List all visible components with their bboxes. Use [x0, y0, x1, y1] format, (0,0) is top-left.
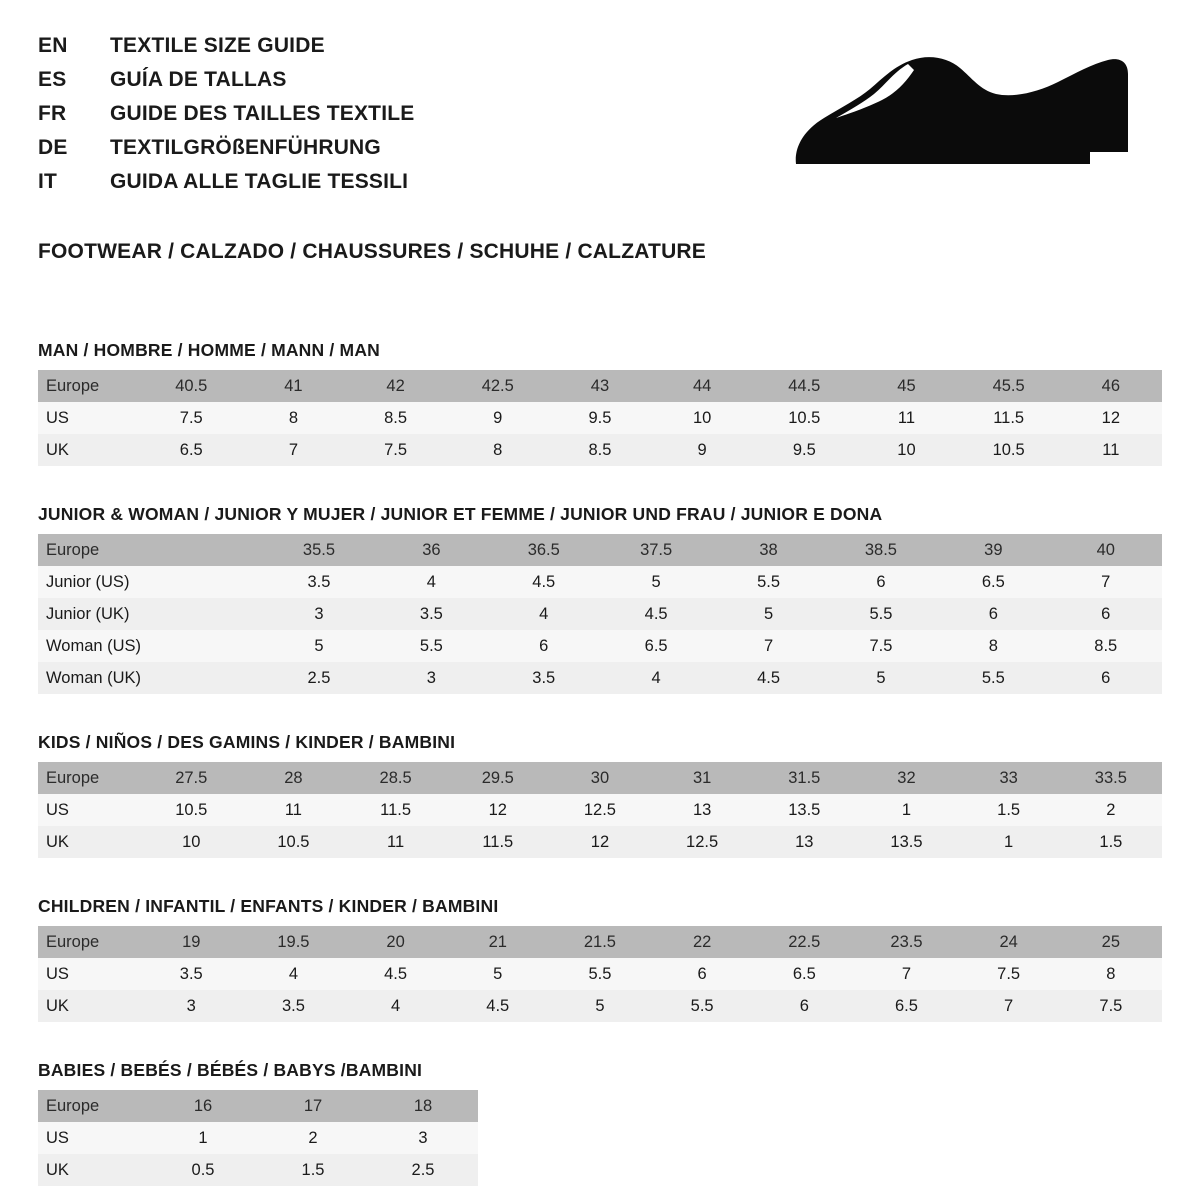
cell: 4 — [375, 566, 487, 598]
language-row — [38, 68, 414, 102]
cell: 35.5 — [263, 534, 375, 566]
cell: 4.5 — [600, 598, 712, 630]
cell: 27.5 — [140, 762, 242, 794]
row-label: UK — [38, 990, 140, 1022]
table-row — [38, 662, 1162, 694]
cell: 3.5 — [375, 598, 487, 630]
cell: 17 — [258, 1090, 368, 1122]
table-row — [38, 762, 1162, 794]
cell: 20 — [345, 926, 447, 958]
cell: 45.5 — [958, 370, 1060, 402]
row-label: Europe — [38, 926, 140, 958]
cell: 6 — [651, 958, 753, 990]
cell: 30 — [549, 762, 651, 794]
cell: 7 — [242, 434, 344, 466]
cell: 5.5 — [549, 958, 651, 990]
cell: 1 — [958, 826, 1060, 858]
cell: 45 — [855, 370, 957, 402]
cell: 7 — [855, 958, 957, 990]
row-label: UK — [38, 826, 140, 858]
row-label: Europe — [38, 534, 150, 566]
row-label: US — [38, 958, 140, 990]
cell — [150, 534, 262, 566]
section-title: BABIES / BEBÉS / BÉBÉS / BABYS /BAMBINI — [38, 1060, 423, 1080]
language-title: GUIDA ALLE TAGLIE TESSILI — [110, 170, 409, 193]
cell: 6.5 — [140, 434, 242, 466]
cell: 11.5 — [958, 402, 1060, 434]
table-row — [38, 926, 1162, 958]
table-row — [38, 1122, 478, 1154]
row-label: US — [38, 794, 140, 826]
cell: 12 — [447, 794, 549, 826]
cell: 28.5 — [345, 762, 447, 794]
cell: 44.5 — [753, 370, 855, 402]
cell: 8 — [447, 434, 549, 466]
cell — [150, 662, 262, 694]
cell: 6.5 — [753, 958, 855, 990]
section-kids — [38, 732, 1162, 858]
cell: 19 — [140, 926, 242, 958]
section-junior-woman — [38, 504, 1162, 694]
cell: 4.5 — [447, 990, 549, 1022]
cell: 41 — [242, 370, 344, 402]
size-table-man — [38, 370, 1162, 466]
cell: 31 — [651, 762, 753, 794]
cell: 7.5 — [140, 402, 242, 434]
cell: 9.5 — [753, 434, 855, 466]
size-table-kids — [38, 762, 1162, 858]
illustration-container — [780, 34, 1162, 182]
cell: 7 — [712, 630, 824, 662]
cell: 9 — [447, 402, 549, 434]
cell: 10 — [140, 826, 242, 858]
cell: 10.5 — [242, 826, 344, 858]
table-row — [38, 434, 1162, 466]
cell: 9.5 — [549, 402, 651, 434]
cell: 1.5 — [258, 1154, 368, 1186]
section-man — [38, 340, 1162, 466]
cell: 13.5 — [855, 826, 957, 858]
cell: 40 — [1050, 534, 1162, 566]
row-label: Woman (US) — [38, 630, 150, 662]
cell: 12.5 — [549, 794, 651, 826]
size-table-junior-woman — [38, 534, 1162, 694]
cell: 4 — [600, 662, 712, 694]
cell: 42 — [345, 370, 447, 402]
row-label: Woman (UK) — [38, 662, 150, 694]
language-row — [38, 102, 414, 136]
section-title: MAN / HOMBRE / HOMME / MANN / MAN — [38, 340, 380, 360]
page-header — [38, 34, 1162, 204]
cell: 5.5 — [651, 990, 753, 1022]
cell: 19.5 — [242, 926, 344, 958]
cell: 6 — [937, 598, 1049, 630]
cell: 0.5 — [148, 1154, 258, 1186]
cell: 6 — [753, 990, 855, 1022]
cell: 4 — [488, 598, 600, 630]
cell: 10 — [855, 434, 957, 466]
cell: 5 — [447, 958, 549, 990]
language-code: DE — [38, 136, 68, 159]
table-row — [38, 402, 1162, 434]
row-label: Europe — [38, 1090, 148, 1122]
language-code: FR — [38, 102, 67, 125]
row-label: UK — [38, 434, 140, 466]
cell: 5 — [825, 662, 937, 694]
cell: 6 — [488, 630, 600, 662]
section-title: KIDS / NIÑOS / DES GAMINS / KINDER / BAMBINI — [38, 732, 456, 752]
row-label: Junior (US) — [38, 566, 150, 598]
cell: 8 — [937, 630, 1049, 662]
cell: 3.5 — [263, 566, 375, 598]
cell: 2 — [1060, 794, 1162, 826]
language-row — [38, 136, 414, 170]
cell: 18 — [368, 1090, 478, 1122]
cell: 3.5 — [488, 662, 600, 694]
cell: 8 — [1060, 958, 1162, 990]
cell: 37.5 — [600, 534, 712, 566]
cell: 4.5 — [712, 662, 824, 694]
cell: 7.5 — [345, 434, 447, 466]
cell: 8.5 — [345, 402, 447, 434]
cell: 11 — [345, 826, 447, 858]
cell: 5 — [600, 566, 712, 598]
cell: 13 — [651, 794, 753, 826]
cell: 38 — [712, 534, 824, 566]
cell: 7.5 — [825, 630, 937, 662]
cell: 5 — [263, 630, 375, 662]
cell: 1 — [855, 794, 957, 826]
cell: 6.5 — [937, 566, 1049, 598]
cell: 6 — [1050, 598, 1162, 630]
cell: 25 — [1060, 926, 1162, 958]
cell: 11 — [242, 794, 344, 826]
cell: 8.5 — [549, 434, 651, 466]
cell: 40.5 — [140, 370, 242, 402]
cell: 12 — [1060, 402, 1162, 434]
cell: 31.5 — [753, 762, 855, 794]
cell: 23.5 — [855, 926, 957, 958]
cell: 13.5 — [753, 794, 855, 826]
cell: 2 — [258, 1122, 368, 1154]
cell: 36 — [375, 534, 487, 566]
cell: 16 — [148, 1090, 258, 1122]
cell: 2.5 — [368, 1154, 478, 1186]
size-table-babies — [38, 1090, 478, 1186]
cell: 43 — [549, 370, 651, 402]
row-label: Europe — [38, 762, 140, 794]
cell: 3 — [140, 990, 242, 1022]
language-title-list — [38, 34, 414, 204]
cell — [150, 630, 262, 662]
cell: 1.5 — [958, 794, 1060, 826]
row-label: UK — [38, 1154, 148, 1186]
language-title: TEXTILGRÖßENFÜHRUNG — [110, 136, 381, 159]
cell: 21 — [447, 926, 549, 958]
cell: 46 — [1060, 370, 1162, 402]
cell: 2.5 — [263, 662, 375, 694]
cell: 12 — [549, 826, 651, 858]
table-row — [38, 1090, 478, 1122]
cell: 12.5 — [651, 826, 753, 858]
table-row — [38, 598, 1162, 630]
language-code: EN — [38, 34, 68, 57]
cell: 3 — [368, 1122, 478, 1154]
cell: 5.5 — [712, 566, 824, 598]
language-title: GUIDE DES TAILLES TEXTILE — [110, 102, 415, 125]
cell: 3 — [263, 598, 375, 630]
row-label: US — [38, 1122, 148, 1154]
cell: 39 — [937, 534, 1049, 566]
cell: 22.5 — [753, 926, 855, 958]
cell: 13 — [753, 826, 855, 858]
cell: 9 — [651, 434, 753, 466]
section-babies — [38, 1060, 1162, 1186]
table-row — [38, 534, 1162, 566]
cell: 6 — [825, 566, 937, 598]
row-label: US — [38, 402, 140, 434]
cell: 33.5 — [1060, 762, 1162, 794]
table-row — [38, 630, 1162, 662]
table-row — [38, 370, 1162, 402]
dress-shoe-icon — [790, 52, 1130, 182]
cell: 22 — [651, 926, 753, 958]
cell: 24 — [958, 926, 1060, 958]
language-title: TEXTILE SIZE GUIDE — [110, 34, 325, 57]
cell: 5 — [549, 990, 651, 1022]
cell: 10.5 — [958, 434, 1060, 466]
cell: 4 — [345, 990, 447, 1022]
cell: 5.5 — [825, 598, 937, 630]
cell: 4.5 — [488, 566, 600, 598]
table-row — [38, 1154, 478, 1186]
language-code: IT — [38, 170, 58, 193]
cell: 10 — [651, 402, 753, 434]
cell: 6.5 — [600, 630, 712, 662]
cell: 7 — [958, 990, 1060, 1022]
cell — [150, 566, 262, 598]
cell: 6.5 — [855, 990, 957, 1022]
cell: 11.5 — [345, 794, 447, 826]
table-row — [38, 794, 1162, 826]
section-title: JUNIOR & WOMAN / JUNIOR Y MUJER / JUNIOR ET FEMME / JUNIOR UND FRAU / JUNIOR E DONA — [38, 504, 883, 524]
row-label: Europe — [38, 370, 140, 402]
cell: 10.5 — [140, 794, 242, 826]
cell: 29.5 — [447, 762, 549, 794]
section-children — [38, 896, 1162, 1022]
cell — [150, 598, 262, 630]
cell: 3.5 — [140, 958, 242, 990]
cell: 11.5 — [447, 826, 549, 858]
section-title: CHILDREN / INFANTIL / ENFANTS / KINDER / BAMBINI — [38, 896, 499, 916]
cell: 3 — [375, 662, 487, 694]
cell: 11 — [1060, 434, 1162, 466]
cell: 11 — [855, 402, 957, 434]
cell: 36.5 — [488, 534, 600, 566]
cell: 5.5 — [375, 630, 487, 662]
cell: 5.5 — [937, 662, 1049, 694]
cell: 32 — [855, 762, 957, 794]
cell: 42.5 — [447, 370, 549, 402]
table-row — [38, 958, 1162, 990]
table-row — [38, 566, 1162, 598]
cell: 7 — [1050, 566, 1162, 598]
cell: 28 — [242, 762, 344, 794]
cell: 7.5 — [1060, 990, 1162, 1022]
cell: 1 — [148, 1122, 258, 1154]
language-title: GUÍA DE TALLAS — [110, 68, 287, 91]
cell: 7.5 — [958, 958, 1060, 990]
cell: 6 — [1050, 662, 1162, 694]
cell: 3.5 — [242, 990, 344, 1022]
cell: 33 — [958, 762, 1060, 794]
cell: 44 — [651, 370, 753, 402]
table-row — [38, 990, 1162, 1022]
cell: 8.5 — [1050, 630, 1162, 662]
category-heading: FOOTWEAR / CALZADO / CHAUSSURES / SCHUHE / CALZATURE — [38, 240, 707, 263]
table-row — [38, 826, 1162, 858]
cell: 38.5 — [825, 534, 937, 566]
row-label: Junior (UK) — [38, 598, 150, 630]
cell: 8 — [242, 402, 344, 434]
cell: 5 — [712, 598, 824, 630]
language-row — [38, 170, 414, 204]
cell: 1.5 — [1060, 826, 1162, 858]
cell: 4.5 — [345, 958, 447, 990]
cell: 21.5 — [549, 926, 651, 958]
language-row — [38, 34, 414, 68]
cell: 10.5 — [753, 402, 855, 434]
size-table-children — [38, 926, 1162, 1022]
language-code: ES — [38, 68, 67, 91]
cell: 4 — [242, 958, 344, 990]
